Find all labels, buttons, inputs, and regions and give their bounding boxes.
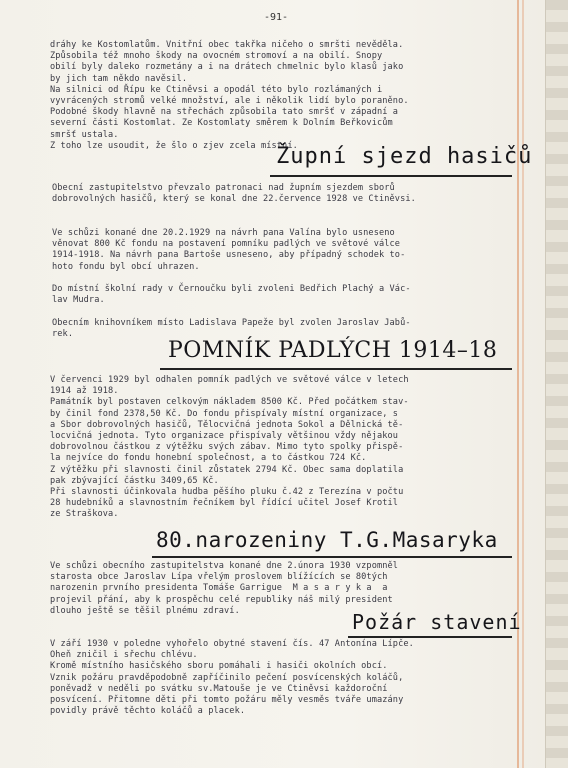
pomnik-text: V červenci 1929 byl odhalen pomník padlých ve světové válce v letech 1914 až 1918. Památník byl postaven celkovým nákladem 8500 Kč. Před počátkem stav- by činil fond 2378,50 Kč. Do fondu přispívaly místní organizace, s a Sbor dobrovolných hasičů, Tělocvičná jednota Sokol a Dělnická tě- locvičná jednota. Tyto organizace přispívaly většinou vždy nějakou dobrovolnou částkou z výtěžku svých zábav. Mimo tyto spolky přispě- la nejvíce do fondu honební společnost, a to částkou 724 Kč. Z výtěžku při slavnosti činil zůstatek 2794 Kč. Obec sama doplatila pak zbývající částku 3409,65 Kč. Při slavnosti účinkovala hudba pěšího pluku č.42 z Terezína v počtu 28 hudebníků a slavnostním řečníkem byl řídící učitel Josef Krotil ze Straškova. (50, 375, 409, 520)
pozar-text: V září 1930 v poledne vyhořelo obytné stavení čís. 47 Antonína Lípče. Oheň zničil i sřechu chlévu. Kromě místního hasičského sboru pomáhali i hasiči okolních obcí. Vznik požáru pravděpodobně zapříčinilo pečení posvícenských koláčů, poněvadž v neděli po svátku sv.Matouše je ve Ctiněvsi každoroční posvícení. Přitomne děti při tomto požáru měly vesměs tváře umazány povidly právě těchto koláčů a placek. (50, 639, 414, 717)
heading-underline (348, 636, 512, 638)
sjezd-text: Obecní zastupitelstvo převzalo patronaci nad župním sjezdem sborů dobrovolných hasičů, který se konal dne 22.července 1928 ve Ctiněvsi. (52, 183, 416, 205)
masaryk-text: Ve schůzi obecního zastupitelstva konané dne 2.února 1930 vzpomněl starosta obce Jaroslav Lípa vřelým proslovem blížících se 80tých narozenin prvního presidenta Tomáše Garrigue M a s a r y k a a projevil přání, aby k prospěchu celé republiky náš milý president dlouho ještě se těšil plnému zdraví. (50, 561, 399, 616)
page-number: -91- (264, 12, 289, 23)
heading-pozar: Požár stavení (352, 610, 522, 634)
heading-zupni-sjezd: Župní sjezd hasičů (276, 144, 533, 169)
heading-underline (270, 175, 512, 177)
heading-pomnik-padlych: POMNÍK PADLÝCH 1914–18 (168, 338, 498, 363)
intro-text: dráhy ke Kostomlatům. Vnitřní obec takřka ničeho o smršti nevěděla. Způsobila též mnoho škody na ovocném stromoví a na obilí. Snopy obilí byly daleko rozmetány a i na drátech chmelnic bylo klasů jako by jich tam někdo navěsil. Na silnici od Řípu ke Ctiněvsi a opodál této bylo rozlámaných i vyvrácených stromů velké množství, ale i několik lidí bylo poraněno. Podobné škody hlavně na střechách způsobila tato smršť v západní a severní části Kostomlat. Ze Kostomlaty směrem k Dolním Beřkovicům smršť ustala. Z toho lze usoudit, že šlo o zjev zcela místní. (50, 40, 409, 151)
heading-underline (160, 368, 512, 370)
schuze-text: Ve schůzi konané dne 20.2.1929 na návrh pana Valína bylo usneseno věnovat 800 Kč fondu na postavení pomníku padlých ve světové válce 1914-1918. Na návrh pana Bartoše usneseno, aby případný schodek to- hoto fondu byl obcí uhrazen. Do místní školní rady v Černoučku byli zvoleni Bedřich Plachý a Vác- lav Mudra. Obecním knihovníkem místo Ladislava Papeže byl zvolen Jaroslav Jabů- rek. (52, 228, 411, 339)
heading-underline (152, 556, 512, 558)
heading-masaryk: 80.narozeniny T.G.Masaryka (156, 528, 498, 552)
